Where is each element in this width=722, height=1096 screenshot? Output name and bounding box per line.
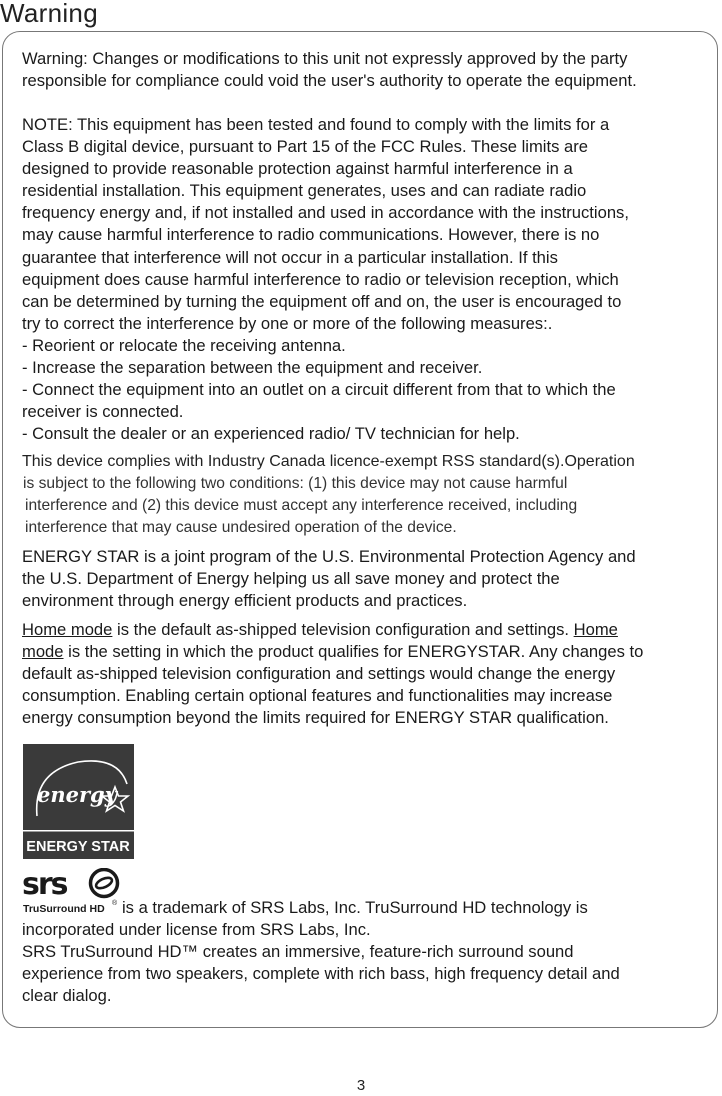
energy-script-text: energy — [37, 782, 117, 807]
fcc-measure-item: - Consult the dealer or an experienced radio/ TV technician for help. — [22, 424, 520, 444]
fcc-measure-item: - Reorient or relocate the receiving antenna. — [22, 335, 346, 355]
fcc-note-line: NOTE: This equipment has been tested and found to comply with the limits for a — [22, 115, 610, 134]
home-mode-text: default as-shipped television configuration and settings would change the energy — [22, 664, 616, 684]
fcc-note — [22, 114, 712, 445]
srs-text-line: is a trademark of SRS Labs, Inc. TruSurround HD technology is — [122, 898, 588, 917]
fcc-note-line: equipment does cause harmful interference to radio or television reception, which — [22, 269, 619, 289]
srs-text-line: experience from two speakers, complete with rich bass, high frequency detail and — [22, 964, 620, 984]
energy-star-paragraph — [22, 546, 712, 612]
ic-line: interference and (2) this device must accept any interference received, including — [25, 497, 578, 514]
home-mode-text: is the default as-shipped television configuration and settings. — [112, 620, 574, 639]
fcc-note-line: may cause harmful interference to radio communications. However, there is no — [22, 225, 600, 245]
industry-canada-statement — [22, 451, 722, 539]
energy-star-line: the U.S. Department of Energy helping us all save money and protect the — [22, 569, 560, 589]
home-mode-term: mode — [22, 642, 64, 662]
fcc-note-line: frequency energy and, if not installed and used in accordance with the instructions, — [22, 203, 629, 223]
fcc-note-line: try to correct the interference by one or more of the following measures:. — [22, 313, 553, 333]
fcc-measure-item: - Increase the separation between the equipment and receiver. — [22, 358, 483, 378]
home-mode-text: energy consumption beyond the limits required for ENERGY STAR qualification. — [22, 708, 609, 728]
energy-star-logo-label: ENERGY STAR — [26, 839, 130, 855]
fcc-measure-item: - Connect the equipment into an outlet on a circuit different from that to which the — [22, 380, 616, 400]
ic-line: This device complies with Industry Canada licence-exempt RSS standard(s).Operation — [22, 453, 635, 470]
modification-warning: Warning: Changes or modifications to this unit not expressly approved by the party responsible for compliance could void the user's authority to operate the equipment. — [22, 49, 637, 91]
srs-text-line: SRS TruSurround HD™ creates an immersive, feature-rich surround sound — [22, 942, 574, 962]
fcc-note-line: designed to provide reasonable protection against harmful interference in a — [22, 159, 573, 179]
registered-mark: ® — [112, 900, 118, 907]
page-number: 3 — [356, 1077, 366, 1094]
fcc-note-line: guarantee that interference will not occur in a particular installation. If this — [22, 247, 558, 267]
home-mode-text: consumption. Enabling certain optional features and functionalities may increase — [22, 686, 613, 706]
home-mode-term: Home — [573, 620, 618, 639]
energy-star-logo — [23, 744, 134, 859]
srs-text-line: incorporated under license from SRS Labs, Inc. — [22, 920, 371, 940]
home-mode-term: Home mode — [22, 620, 113, 639]
ic-line: interference that may cause undesired operation of the device. — [25, 519, 457, 536]
srs-text-line: clear dialog. — [22, 986, 112, 1006]
fcc-note-line: residential installation. This equipment generates, uses and can radiate radio — [22, 181, 587, 201]
home-mode-text: is the setting in which the product qualifies for ENERGYSTAR. Any changes to — [63, 642, 644, 662]
srs-trademark-paragraph — [22, 897, 712, 1007]
energy-star-line: ENERGY STAR is a joint program of the U.S. Environmental Protection Agency and — [22, 547, 636, 566]
fcc-note-line: can be determined by turning the equipment off and on, the user is encouraged to — [22, 291, 622, 311]
home-mode-paragraph — [22, 619, 712, 729]
fcc-measure-item: receiver is connected. — [22, 402, 184, 422]
srs-logo-subtext: TruSurround HD — [23, 903, 105, 915]
energy-star-line: environment through energy efficient products and practices. — [22, 591, 468, 611]
srs-logo-text: srs — [22, 868, 67, 902]
page-title: Warning — [0, 0, 98, 28]
fcc-note-line: Class B digital device, pursuant to Part 15 of the FCC Rules. These limits are — [22, 137, 588, 157]
ic-line: is subject to the following two conditions: (1) this device may not cause harmful — [23, 475, 568, 492]
